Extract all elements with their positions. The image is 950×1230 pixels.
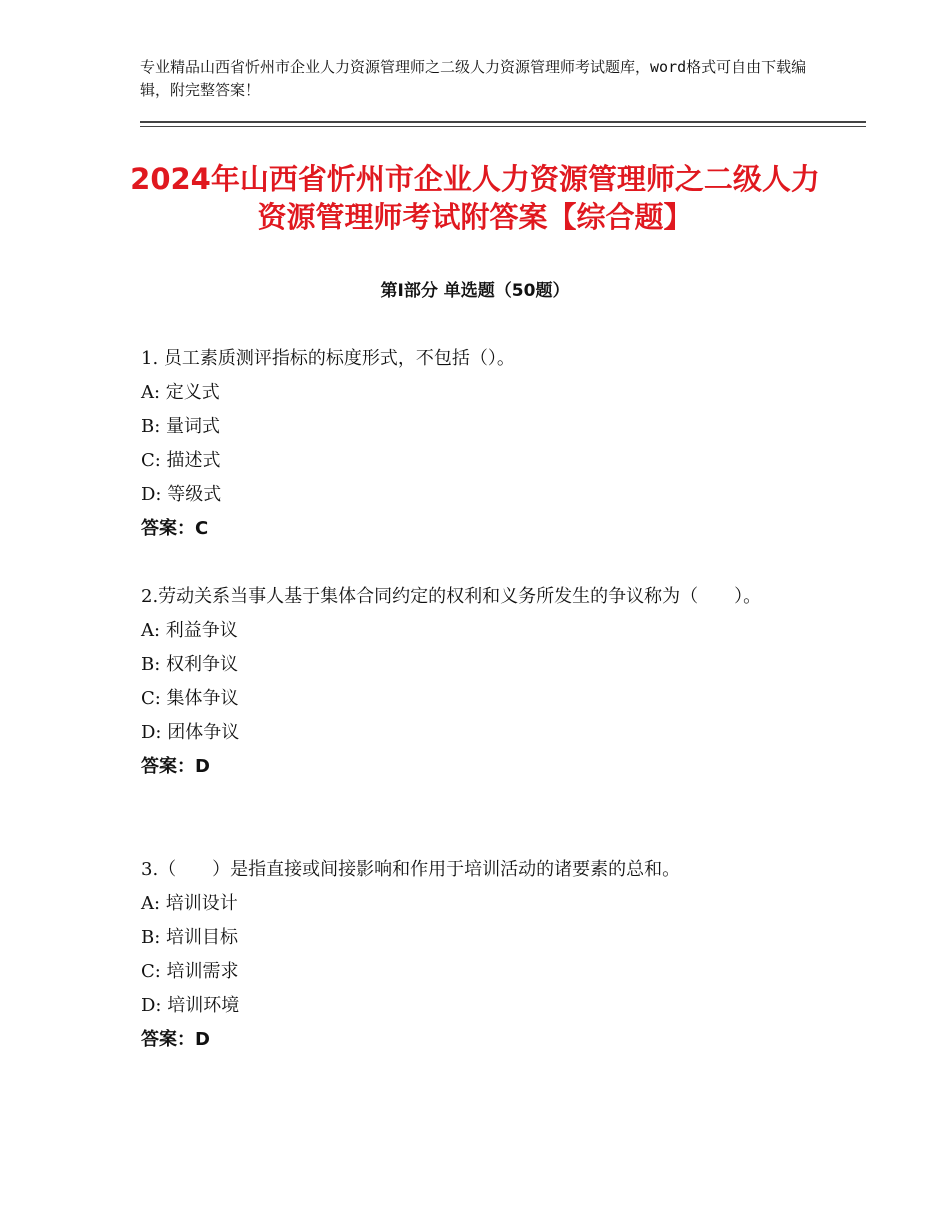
question-2 — [141, 580, 821, 784]
header-divider-thick — [140, 121, 866, 123]
option-a: A: 利益争议 — [141, 620, 238, 641]
option-d: D: 等级式 — [141, 484, 222, 505]
option-d: D: 培训环境 — [141, 995, 240, 1016]
option-a: A: 定义式 — [141, 382, 220, 403]
option-d: D: 团体争议 — [141, 722, 240, 743]
answer: 答案：D — [141, 1029, 210, 1050]
option-c: C: 培训需求 — [141, 961, 239, 982]
header-divider-thin — [140, 126, 866, 127]
question-stem: 3.（ ）是指直接或间接影响和作用于培训活动的诸要素的总和。 — [141, 859, 681, 880]
header-note: 专业精品山西省忻州市企业人力资源管理师之二级人力资源管理师考试题库，word格式可自由下载编辑，附完整答案！ — [140, 58, 807, 99]
question-3 — [141, 853, 821, 1057]
question-1 — [141, 342, 821, 546]
option-b: B: 培训目标 — [141, 927, 239, 948]
question-stem: 2.劳动关系当事人基于集体合同约定的权利和义务所发生的争议称为（ ）。 — [141, 586, 762, 607]
section-title: 第Ⅰ部分 单选题（50题） — [380, 281, 570, 301]
option-c: C: 集体争议 — [141, 688, 239, 709]
answer: 答案：D — [141, 756, 210, 777]
option-b: B: 量词式 — [141, 416, 221, 437]
question-stem: 1. 员工素质测评指标的标度形式，不包括（）。 — [141, 348, 515, 369]
answer: 答案：C — [141, 518, 209, 539]
option-c: C: 描述式 — [141, 450, 221, 471]
option-a: A: 培训设计 — [141, 893, 238, 914]
document-title: 2024年山西省忻州市企业人力资源管理师之二级人力资源管理师考试附答案【综合题】 — [130, 162, 820, 234]
option-b: B: 权利争议 — [141, 654, 239, 675]
